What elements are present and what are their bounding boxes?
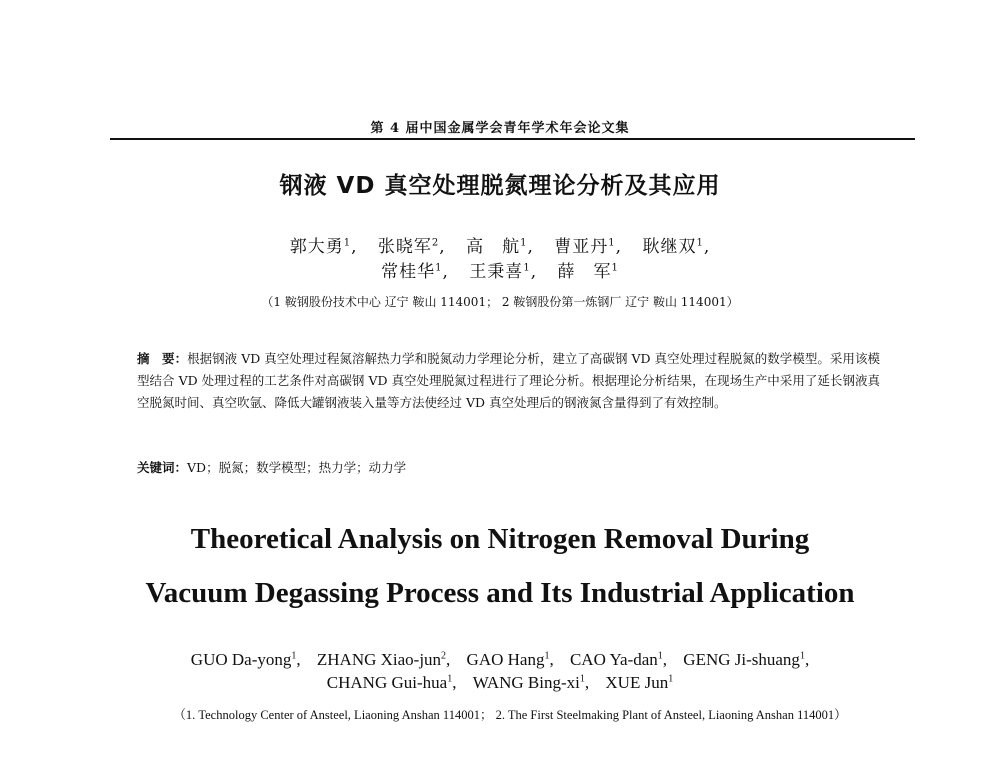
author-name: WANG Bing-xi — [472, 673, 580, 692]
author-affiliation-mark: 1 — [668, 673, 674, 685]
author-affiliation-mark: 1 — [608, 237, 616, 249]
author-name: GAO Hang — [466, 650, 545, 669]
author-separator: , — [615, 237, 623, 257]
keywords-label: 关键词： — [137, 460, 188, 475]
author-affiliation-mark: 1 — [435, 262, 443, 274]
author-affiliation-mark: 1 — [291, 650, 297, 662]
author-name: 曹亚丹 — [554, 237, 609, 257]
chinese-title: 钢液 VD 真空处理脱氮理论分析及其应用 — [279, 173, 721, 199]
author — [469, 260, 537, 285]
author-separator: , — [442, 262, 449, 282]
author — [378, 235, 446, 260]
author-separator: , — [452, 673, 457, 692]
author-separator: , — [530, 262, 538, 282]
author — [290, 235, 358, 260]
english-title-line-1: Theoretical Analysis on Nitrogen Removal During — [190, 523, 810, 555]
author-name: 郭大勇 — [289, 237, 344, 257]
author-affiliation-mark: 1 — [657, 650, 663, 662]
author — [683, 648, 809, 671]
author — [381, 260, 449, 285]
author-name: 薛 军 — [557, 262, 612, 282]
author-separator: , — [703, 237, 711, 257]
author-name: 高 航 — [466, 237, 521, 257]
author-name: CAO Ya-dan — [569, 650, 658, 669]
chinese-abstract — [137, 348, 880, 414]
author-affiliation-mark: 1 — [523, 262, 531, 274]
author-affiliation-mark: 1 — [520, 237, 528, 249]
author-affiliation-mark: 1 — [447, 673, 453, 685]
author-affiliation-mark: 2 — [431, 237, 440, 249]
author-affiliation-mark: 1 — [579, 673, 585, 685]
header-rule — [110, 138, 915, 140]
abstract-text: 根据钢液 VD 真空处理过程氮溶解热力学和脱氮动力学理论分析，建立了高碳钢 VD 真空处理过程脱氮的数学模型。采用该模型结合 VD 处理过程的工艺条件对高碳钢 VD 真空处理脱氮过程进行了理论分析。根据理论分析结果，在现场生产中采用了延长钢液真空脱氮时间、真空吹氩、降低大罐钢液装入量等方法使经过 VD 真空处理后的钢液氮含量得到了有效控制。 — [137, 351, 880, 410]
running-header: 第 4 届中国金属学会青年学术年会论文集 — [370, 121, 630, 136]
chinese-authors — [0, 235, 1000, 285]
author-separator: , — [584, 673, 590, 692]
author-name: GENG Ji-shuang — [683, 650, 800, 669]
author-separator: , — [804, 650, 810, 669]
author-separator: , — [662, 650, 668, 669]
author — [191, 648, 301, 671]
author — [558, 260, 619, 285]
english-affiliation: （1. Technology Center of Ansteel, Liaoning Anshan 114001； 2. The First Steelmaking Plant of Ansteel, Liaoning Anshan 114001） — [173, 708, 847, 722]
chinese-affiliation: （1 鞍钢股份技术中心 辽宁 鞍山 114001； 2 鞍钢股份第一炼钢厂 辽宁 鞍山 114001） — [261, 295, 739, 309]
author — [554, 235, 622, 260]
author-affiliation-mark: 1 — [611, 262, 619, 274]
author-name: 张晓军 — [377, 237, 432, 257]
chinese-keywords — [137, 458, 880, 478]
author-separator: , — [527, 237, 534, 257]
author-affiliation-mark: 2 — [441, 650, 447, 662]
author — [570, 648, 667, 671]
author — [327, 671, 457, 694]
chinese-authors-line-1 — [0, 235, 1000, 260]
author-name: 耿继双 — [642, 237, 697, 257]
author — [317, 648, 450, 671]
author — [642, 235, 710, 260]
author — [467, 648, 554, 671]
author-separator: , — [351, 237, 358, 257]
author — [466, 235, 534, 260]
english-authors — [0, 648, 1000, 694]
author-separator: , — [439, 237, 446, 257]
author-affiliation-mark: 1 — [544, 650, 550, 662]
author-name: XUE Jun — [605, 673, 669, 692]
author-affiliation-mark: 1 — [799, 650, 805, 662]
author — [605, 671, 673, 694]
author-affiliation-mark: 1 — [343, 237, 352, 249]
english-authors-line-2 — [0, 671, 1000, 694]
author-name: GUO Da-yong — [190, 650, 292, 669]
abstract-label: 摘 要： — [137, 351, 188, 366]
author-separator: , — [549, 650, 554, 669]
author-name: ZHANG Xiao-jun — [316, 650, 442, 669]
author-separator: , — [296, 650, 301, 669]
author — [473, 671, 589, 694]
chinese-authors-line-2 — [0, 260, 1000, 285]
author-name: 王秉喜 — [469, 262, 524, 282]
english-title — [0, 512, 1000, 620]
keywords-text: VD；脱氮；数学模型；热力学；动力学 — [187, 460, 407, 475]
english-title-line-2: Vacuum Degassing Process and Its Industrial Application — [145, 577, 855, 609]
author-name: 常桂华 — [381, 262, 436, 282]
author-affiliation-mark: 1 — [696, 237, 704, 249]
author-separator: , — [446, 650, 451, 669]
author-name: CHANG Gui-hua — [326, 673, 448, 692]
english-authors-line-1 — [0, 648, 1000, 671]
